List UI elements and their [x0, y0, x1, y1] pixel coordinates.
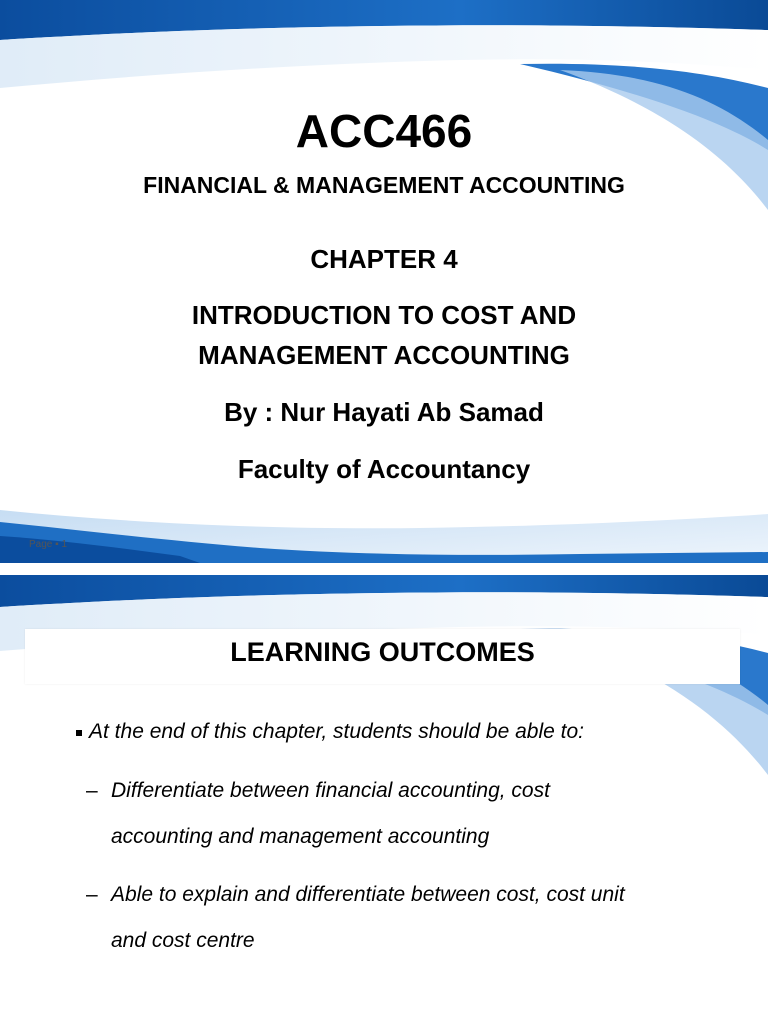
- dash-icon: –: [86, 883, 98, 906]
- heading-box: [25, 629, 740, 684]
- chapter-title-line1: INTRODUCTION TO COST AND: [191, 300, 577, 330]
- dash-icon: –: [86, 779, 98, 802]
- outcome-item-2-line2: and cost centre: [111, 929, 255, 952]
- course-name: FINANCIAL & MANAGEMENT ACCOUNTING: [143, 172, 625, 198]
- slide-heading: LEARNING OUTCOMES: [230, 637, 535, 667]
- chapter-label: CHAPTER 4: [310, 244, 458, 274]
- page-number: Page ▪ 1: [29, 539, 68, 550]
- author: By : Nur Hayati Ab Samad: [224, 397, 544, 427]
- learning-outcomes-slide: [0, 575, 768, 1024]
- outcome-item-1-line2: accounting and management accounting: [111, 825, 490, 848]
- faculty: Faculty of Accountancy: [237, 454, 531, 484]
- chapter-title-line2: MANAGEMENT ACCOUNTING: [198, 340, 570, 370]
- outcome-item-2-line1: Able to explain and differentiate between cost, cost unit: [111, 883, 625, 906]
- slide-separator: [0, 563, 768, 575]
- outcome-item-1-line1: Differentiate between financial accounting, cost: [111, 779, 550, 802]
- course-code: ACC466: [295, 105, 473, 157]
- bullet-square-icon: [76, 730, 82, 736]
- intro-bullet: At the end of this chapter, students should be able to:: [89, 720, 585, 743]
